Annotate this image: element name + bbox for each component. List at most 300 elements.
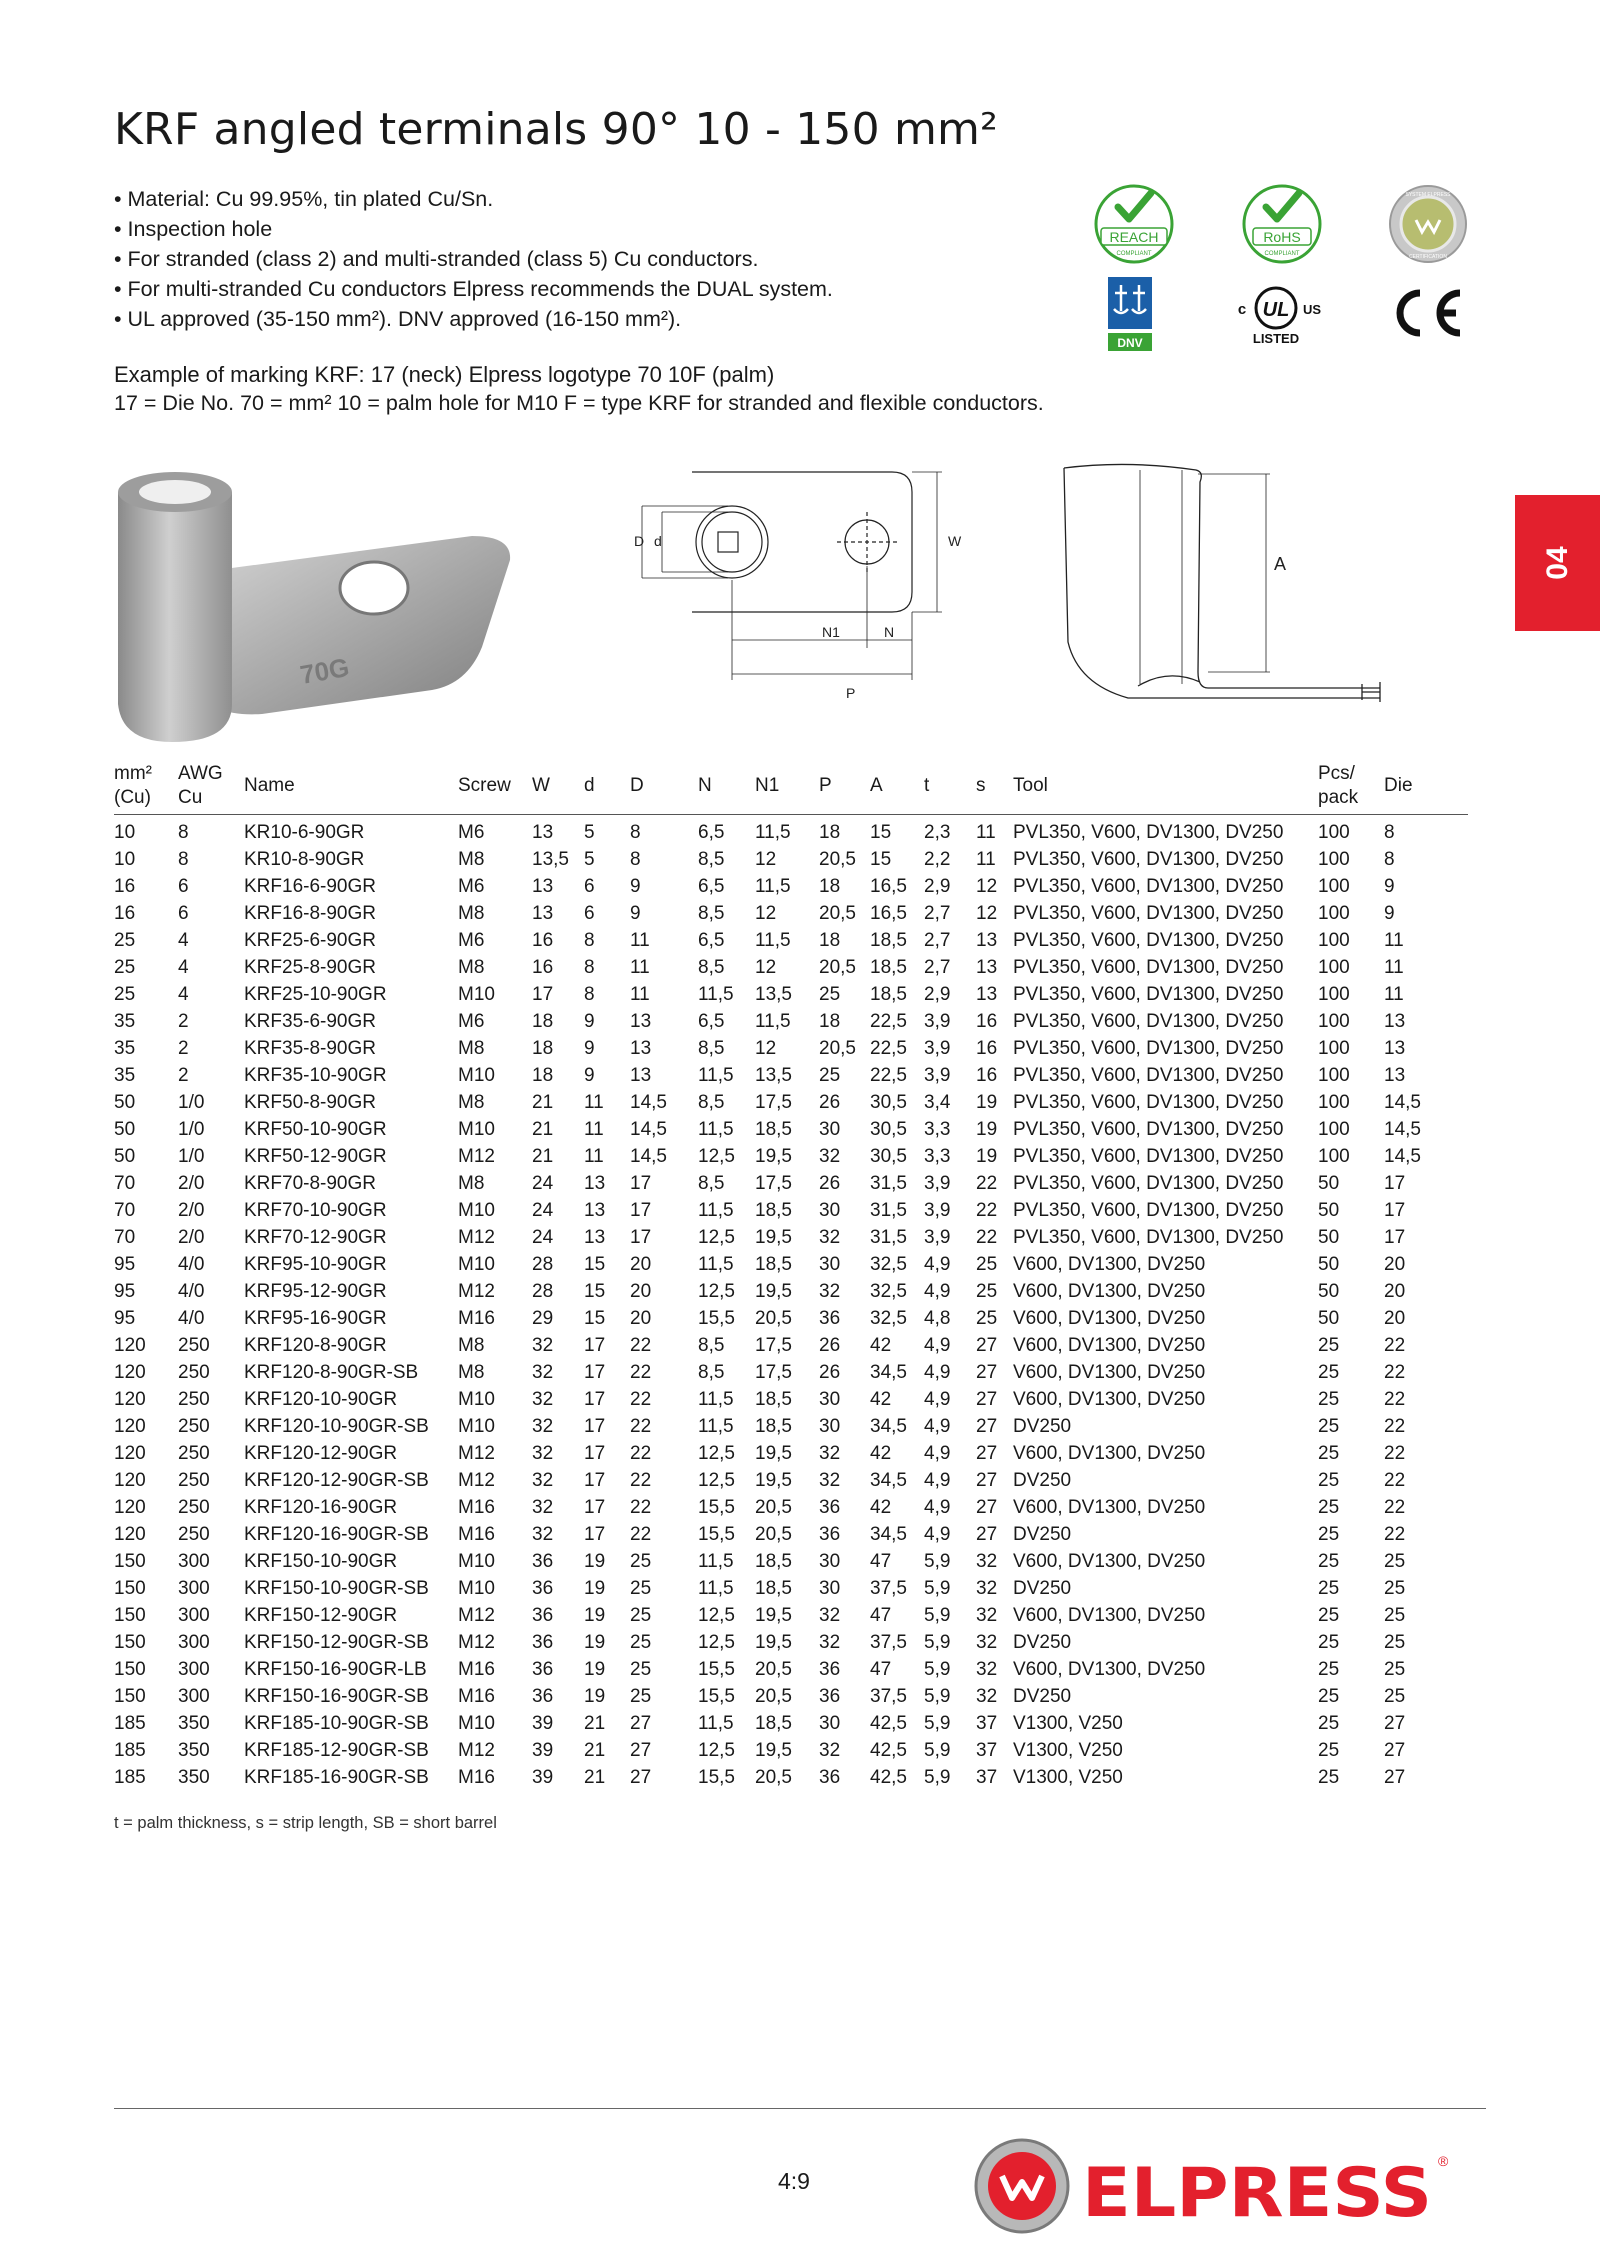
cell-P: 32 [819,1470,841,1491]
cell-D: 14,5 [630,1119,667,1140]
cell-s: 37 [976,1740,998,1761]
cell-name: KRF50-8-90GR [244,1092,376,1113]
cell-D: 20 [630,1308,652,1329]
table-row [114,1251,1468,1278]
cell-D: 11 [630,957,650,978]
cell-awg: 250 [178,1335,210,1356]
cell-screw: M16 [458,1524,495,1545]
ce-mark-icon [1386,285,1470,341]
cell-s: 32 [976,1659,998,1680]
cell-N: 8,5 [698,1335,725,1356]
cell-screw: M8 [458,957,485,978]
cell-s: 19 [976,1119,998,1140]
cell-name: KRF150-10-90GR [244,1551,398,1572]
cell-awg: 4 [178,930,189,951]
cell-die: 13 [1384,1065,1406,1086]
cell-D: 13 [630,1038,652,1059]
cell-W: 13,5 [532,849,569,870]
cell-die: 25 [1384,1605,1406,1626]
cell-D: 11 [630,984,650,1005]
cell-D: 27 [630,1767,652,1788]
cell-s: 13 [976,984,998,1005]
cell-s: 22 [976,1227,998,1248]
cell-tool: V1300, V250 [1013,1767,1123,1788]
elpress-logo[interactable] [970,2136,1480,2236]
cell-awg: 250 [178,1497,210,1518]
dim-A-label: A [1274,554,1287,574]
cell-D: 22 [630,1335,652,1356]
cell-A: 34,5 [870,1362,907,1383]
cell-mm2: 95 [114,1254,136,1275]
cell-d: 17 [584,1497,606,1518]
cell-P: 36 [819,1308,841,1329]
cell-name: KRF70-10-90GR [244,1200,387,1221]
cell-t: 5,9 [924,1659,951,1680]
cell-mm2: 16 [114,903,136,924]
cell-P: 30 [819,1578,841,1599]
table-row [114,954,1468,981]
cell-s: 11 [976,822,996,843]
cell-d: 17 [584,1335,606,1356]
cell-P: 30 [819,1416,841,1437]
cell-screw: M16 [458,1686,495,1707]
cell-t: 4,9 [924,1416,951,1437]
cell-die: 20 [1384,1254,1406,1275]
cell-pcs: 100 [1318,984,1350,1005]
table-row [114,1494,1468,1521]
cell-W: 32 [532,1524,554,1545]
cell-W: 32 [532,1335,554,1356]
cell-mm2: 35 [114,1011,136,1032]
cell-screw: M12 [458,1443,495,1464]
cell-screw: M10 [458,984,495,1005]
cell-s: 11 [976,849,996,870]
cell-awg: 250 [178,1470,210,1491]
page-title: KRF angled terminals 90° 10 - 150 mm² [114,104,998,155]
cell-mm2: 70 [114,1173,136,1194]
cell-D: 8 [630,849,641,870]
cell-t: 4,8 [924,1308,951,1329]
cell-t: 5,9 [924,1740,951,1761]
cell-mm2: 185 [114,1713,146,1734]
cell-N1: 19,5 [755,1605,792,1626]
cell-s: 32 [976,1551,998,1572]
table-row [114,1062,1468,1089]
cell-mm2: 150 [114,1659,146,1680]
cell-A: 31,5 [870,1200,907,1221]
cell-awg: 8 [178,849,189,870]
cell-N1: 11,5 [755,876,791,897]
feature-item: • For multi-stranded Cu conductors Elpress recommends the DUAL system. [114,274,833,304]
cell-N: 11,5 [698,984,734,1005]
cell-s: 19 [976,1146,998,1167]
cell-t: 3,9 [924,1065,951,1086]
cell-A: 34,5 [870,1416,907,1437]
cell-pcs: 50 [1318,1200,1340,1221]
cell-d: 19 [584,1578,606,1599]
cell-N1: 19,5 [755,1632,792,1653]
cell-die: 14,5 [1384,1146,1421,1167]
cell-t: 2,7 [924,957,951,978]
cell-mm2: 10 [114,849,136,870]
cell-tool: PVL350, V600, DV1300, DV250 [1013,849,1284,870]
cell-tool: PVL350, V600, DV1300, DV250 [1013,822,1284,843]
cell-pcs: 25 [1318,1524,1340,1545]
cell-A: 32,5 [870,1308,907,1329]
cell-d: 5 [584,849,595,870]
cell-die: 25 [1384,1632,1406,1653]
dim-N-label: N [884,624,895,640]
cell-N1: 18,5 [755,1389,792,1410]
cell-awg: 300 [178,1605,210,1626]
cell-d: 8 [584,984,595,1005]
cell-d: 8 [584,930,595,951]
cell-screw: M16 [458,1308,495,1329]
cell-tool: V1300, V250 [1013,1740,1123,1761]
ul-listed-label: LISTED [1252,331,1300,346]
cell-pcs: 25 [1318,1335,1340,1356]
cell-N: 11,5 [698,1119,734,1140]
cell-N1: 20,5 [755,1308,792,1329]
table-footnote: t = palm thickness, s = strip length, SB = short barrel [114,1814,497,1832]
cell-N1: 20,5 [755,1524,792,1545]
table-row [114,1629,1468,1656]
cell-P: 30 [819,1254,841,1275]
cell-name: KRF150-12-90GR [244,1605,398,1626]
cell-N: 12,5 [698,1605,735,1626]
cell-d: 21 [584,1740,606,1761]
cell-D: 20 [630,1281,652,1302]
cell-pcs: 25 [1318,1578,1340,1599]
cell-W: 32 [532,1497,554,1518]
cell-awg: 4 [178,984,189,1005]
cell-P: 25 [819,984,841,1005]
col-header-screw: Screw [458,762,532,815]
ul-listed-icon [1232,278,1328,348]
cell-P: 32 [819,1605,841,1626]
table-row [114,815,1468,847]
cell-screw: M10 [458,1551,495,1572]
table-row [114,1440,1468,1467]
table-row [114,1683,1468,1710]
cell-P: 32 [819,1281,841,1302]
cell-t: 3,9 [924,1011,951,1032]
cell-die: 11 [1384,984,1404,1005]
rohs-label: RoHS [1263,229,1301,245]
dim-D-label: D [634,533,645,549]
cell-d: 9 [584,1065,595,1086]
cell-A: 31,5 [870,1227,907,1248]
cell-N1: 18,5 [755,1254,792,1275]
cell-N: 11,5 [698,1578,734,1599]
cell-s: 32 [976,1686,998,1707]
cell-screw: M8 [458,1038,485,1059]
cell-mm2: 120 [114,1497,146,1518]
cell-N: 15,5 [698,1524,735,1545]
cell-W: 16 [532,930,554,951]
cell-screw: M8 [458,1173,485,1194]
cell-P: 18 [819,930,841,951]
cell-name: KRF16-8-90GR [244,903,376,924]
cell-D: 22 [630,1524,652,1545]
cell-awg: 8 [178,822,189,843]
cell-P: 36 [819,1659,841,1680]
table-row [114,1332,1468,1359]
table-row [114,1413,1468,1440]
col-header-W: W [532,762,584,815]
cell-s: 27 [976,1389,998,1410]
cell-t: 5,9 [924,1632,951,1653]
cell-D: 13 [630,1011,652,1032]
spec-table [114,762,1468,1791]
cell-s: 27 [976,1470,998,1491]
cell-P: 36 [819,1497,841,1518]
cell-awg: 2/0 [178,1173,205,1194]
cell-awg: 4/0 [178,1308,205,1329]
cell-mm2: 120 [114,1335,146,1356]
cell-screw: M6 [458,930,485,951]
cell-s: 25 [976,1254,998,1275]
cell-P: 26 [819,1362,841,1383]
cell-die: 25 [1384,1578,1406,1599]
table-row [114,1602,1468,1629]
cell-name: KR10-6-90GR [244,822,365,843]
table-row [114,1386,1468,1413]
cell-mm2: 95 [114,1308,136,1329]
dim-W-label: W [948,533,962,549]
cell-tool: PVL350, V600, DV1300, DV250 [1013,1092,1284,1113]
table-row [114,1197,1468,1224]
cell-name: KRF50-12-90GR [244,1146,387,1167]
cell-screw: M12 [458,1281,495,1302]
cell-W: 39 [532,1767,554,1788]
cell-A: 37,5 [870,1686,907,1707]
cell-name: KRF50-10-90GR [244,1119,387,1140]
cell-pcs: 100 [1318,903,1350,924]
cell-screw: M12 [458,1146,495,1167]
cell-D: 22 [630,1416,652,1437]
cell-A: 18,5 [870,984,907,1005]
cell-pcs: 100 [1318,930,1350,951]
cell-die: 20 [1384,1308,1406,1329]
table-row [114,1656,1468,1683]
cell-N: 12,5 [698,1470,735,1491]
cell-N: 11,5 [698,1200,734,1221]
cell-N: 8,5 [698,1038,725,1059]
cell-D: 9 [630,876,641,897]
cell-P: 32 [819,1227,841,1248]
cell-N: 15,5 [698,1686,735,1707]
cell-tool: PVL350, V600, DV1300, DV250 [1013,1227,1284,1248]
col-header-A: A [870,762,924,815]
cell-die: 22 [1384,1470,1406,1491]
page-number: 4:9 [778,2168,810,2194]
top-view-drawing [612,462,992,708]
table-row [114,927,1468,954]
dnv-approved-icon [1105,275,1155,353]
cell-screw: M10 [458,1416,495,1437]
cell-name: KRF120-16-90GR [244,1497,398,1518]
table-row [114,1143,1468,1170]
cell-pcs: 25 [1318,1713,1340,1734]
cell-d: 13 [584,1173,606,1194]
cell-t: 3,9 [924,1227,951,1248]
cell-die: 17 [1384,1173,1406,1194]
side-view-drawing [1058,462,1388,712]
cell-awg: 300 [178,1578,210,1599]
cell-N1: 11,5 [755,822,791,843]
cell-P: 32 [819,1146,841,1167]
cell-die: 22 [1384,1335,1406,1356]
cell-A: 31,5 [870,1173,907,1194]
cell-d: 6 [584,876,595,897]
cell-name: KRF120-12-90GR [244,1443,398,1464]
cell-A: 30,5 [870,1146,907,1167]
cell-d: 19 [584,1686,606,1707]
cell-P: 36 [819,1686,841,1707]
cell-N1: 17,5 [755,1092,792,1113]
cell-screw: M8 [458,903,485,924]
table-row [114,1278,1468,1305]
table-row [114,981,1468,1008]
cell-D: 25 [630,1686,652,1707]
cell-screw: M10 [458,1713,495,1734]
cell-N1: 12 [755,1038,777,1059]
cell-d: 17 [584,1416,606,1437]
cell-N: 15,5 [698,1659,735,1680]
cell-D: 27 [630,1740,652,1761]
col-header-N: N [698,762,755,815]
cell-screw: M12 [458,1470,495,1491]
table-row [114,1575,1468,1602]
table-row [114,1008,1468,1035]
cell-screw: M16 [458,1497,495,1518]
cell-N: 12,5 [698,1632,735,1653]
cell-die: 25 [1384,1551,1406,1572]
cell-s: 37 [976,1713,998,1734]
cell-pcs: 50 [1318,1227,1340,1248]
cell-die: 9 [1384,903,1395,924]
cell-W: 28 [532,1254,554,1275]
cell-tool: V600, DV1300, DV250 [1013,1551,1206,1572]
cell-s: 37 [976,1767,998,1788]
cell-t: 5,9 [924,1767,951,1788]
table-row [114,1359,1468,1386]
cell-awg: 300 [178,1632,210,1653]
cell-A: 22,5 [870,1038,907,1059]
cell-awg: 250 [178,1389,210,1410]
cell-N: 15,5 [698,1767,735,1788]
cell-N: 8,5 [698,903,725,924]
cell-D: 20 [630,1254,652,1275]
cell-name: KRF70-8-90GR [244,1173,376,1194]
cell-die: 22 [1384,1416,1406,1437]
cell-mm2: 50 [114,1119,136,1140]
cell-N1: 18,5 [755,1119,792,1140]
cell-awg: 2/0 [178,1200,205,1221]
seal-top-text: SYSTEM ELPRESS [1405,192,1451,198]
cell-tool: PVL350, V600, DV1300, DV250 [1013,876,1284,897]
cell-W: 24 [532,1200,554,1221]
cell-d: 15 [584,1308,606,1329]
product-photo [112,452,532,752]
cell-N1: 18,5 [755,1416,792,1437]
cell-A: 34,5 [870,1524,907,1545]
cell-s: 13 [976,957,998,978]
cell-screw: M8 [458,1092,485,1113]
cell-t: 5,9 [924,1605,951,1626]
cell-d: 9 [584,1038,595,1059]
cell-t: 3,4 [924,1092,951,1113]
cell-mm2: 120 [114,1416,146,1437]
reach-compliant-icon [1093,183,1175,265]
cell-tool: V600, DV1300, DV250 [1013,1362,1206,1383]
col-header-P: P [819,762,870,815]
cell-die: 27 [1384,1767,1406,1788]
cell-name: KRF120-10-90GR [244,1389,398,1410]
cell-name: KRF185-16-90GR-SB [244,1767,429,1788]
col-header-N1: N1 [755,762,819,815]
cell-awg: 1/0 [178,1092,205,1113]
col-header-mm2: mm² (Cu) [114,762,178,815]
cell-pcs: 25 [1318,1443,1340,1464]
cell-W: 32 [532,1362,554,1383]
cell-t: 4,9 [924,1335,951,1356]
cell-N: 8,5 [698,1173,725,1194]
cell-N1: 11,5 [755,1011,791,1032]
cell-name: KRF150-10-90GR-SB [244,1578,429,1599]
cell-tool: DV250 [1013,1416,1072,1437]
cell-P: 26 [819,1335,841,1356]
cell-s: 27 [976,1443,998,1464]
cell-W: 17 [532,984,554,1005]
cell-t: 5,9 [924,1551,951,1572]
cell-N: 11,5 [698,1254,734,1275]
cell-die: 14,5 [1384,1092,1421,1113]
elpress-wordmark: ELPRESS [1082,2154,1432,2233]
reach-sub-label: COMPLIANT [1116,251,1152,257]
cell-D: 14,5 [630,1146,667,1167]
dim-P-label: P [846,685,856,701]
cell-mm2: 70 [114,1200,136,1221]
cell-W: 13 [532,903,554,924]
cell-N1: 19,5 [755,1227,792,1248]
cell-P: 25 [819,1065,841,1086]
table-row [114,1089,1468,1116]
cell-P: 36 [819,1767,841,1788]
cell-awg: 350 [178,1767,210,1788]
cell-name: KRF70-12-90GR [244,1227,387,1248]
cell-mm2: 120 [114,1362,146,1383]
cell-d: 15 [584,1254,606,1275]
cell-N1: 17,5 [755,1335,792,1356]
cell-t: 3,3 [924,1119,951,1140]
cell-A: 32,5 [870,1281,907,1302]
cell-W: 29 [532,1308,554,1329]
cell-screw: M6 [458,876,485,897]
cell-awg: 1/0 [178,1119,205,1140]
cell-die: 25 [1384,1686,1406,1707]
table-row [114,1170,1468,1197]
cell-P: 26 [819,1092,841,1113]
cell-t: 4,9 [924,1362,951,1383]
cell-W: 21 [532,1119,554,1140]
cell-mm2: 150 [114,1605,146,1626]
cell-A: 42 [870,1497,892,1518]
cell-D: 22 [630,1443,652,1464]
cell-name: KRF25-10-90GR [244,984,387,1005]
cell-A: 18,5 [870,957,907,978]
